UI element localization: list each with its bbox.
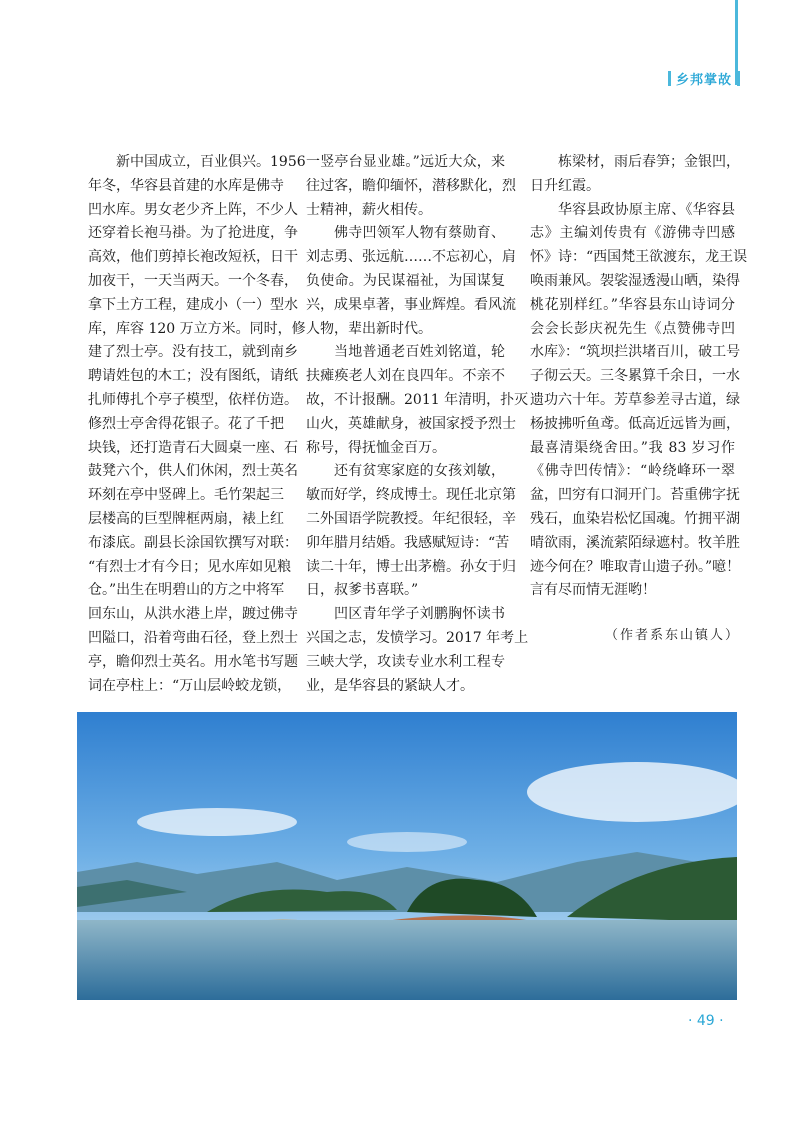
text-line: 山火，英雄献身，被国家授予烈士 [306,415,516,432]
text-line: 凹区青年学子刘鹏胸怀读书 [334,606,505,623]
text-line: 凹隘口，沿着弯曲石径，登上烈士 [88,629,298,646]
text-line: 敏而好学，终成博士。现任北京第 [306,487,516,504]
text-line: 年冬，华容县首建的水库是佛寺 [88,177,284,194]
text-line: 晴欲雨，溪流萦陌绿遮村。牧羊胜 [530,534,740,551]
text-line: 子彻云天。三冬累算千余日，一水 [530,368,740,385]
text-line: 还有贫寒家庭的女孩刘敏， [334,463,505,480]
text-line: 人物，辈出新时代。 [306,320,432,337]
text-line: 凹水库。男女老少齐上阵，不少人 [88,201,298,218]
text-line: 读二十年，博士出茅檐。孙女于归 [306,558,516,575]
text-line: 华容县政协原主席、《华容县 [558,201,735,218]
text-line: 布漆底。副县长涂国钦撰写对联： [88,534,298,551]
text-line: 修烈士亭舍得花银子。花了千把 [88,415,284,432]
text-line: 二外国语学院教授。年纪很轻，辛 [306,510,516,527]
text-line: 佛寺凹领军人物有蔡勋育、 [334,225,505,242]
text-column-3 [530,151,748,603]
text-line: 会会长彭庆祝先生《点赞佛寺凹 [530,320,735,337]
text-line: “有烈士才有今日；见水库如见粮 [88,558,292,575]
text-line: 环刻在亭中竖碑上。毛竹架起三 [88,487,284,504]
text-line: 唤雨兼风。袈裟湿透漫山晒，染得 [530,272,740,289]
text-line: 士精神，薪火相传。 [306,201,432,218]
text-line: 高效，他们剪掉长袍改短袄，日干 [88,249,298,266]
text-line: 还穿着长袍马褂。为了抢进度，争 [88,225,298,242]
text-line: 扎师傅扎个亭子模型，依样仿造。 [88,391,298,408]
text-line: 杨披拂听鱼鸢。低高近远皆为画， [530,415,740,432]
text-line: 亭，瞻仰烈士英名。用水笔书写题 [88,653,298,670]
lake-landscape-photo [77,712,737,1000]
text-line: 志》主编刘传贵有《游佛寺凹感 [530,225,735,242]
section-title: 乡邦掌故 [676,72,733,88]
text-line: 块钱，还打造青石大圆桌一座、石 [88,439,298,456]
section-marker [737,71,740,86]
text-line: 三峡大学，攻读专业水利工程专 [306,653,505,670]
text-line: 兴国之志，发愤学习。2017 年考上 [306,629,529,646]
text-line: 水库》：“筑坝拦洪堵百川，破工号 [530,344,741,361]
text-line: 建了烈士亭。没有技工，就到南乡 [88,344,298,361]
text-line: 称号，得抚恤金百万。 [306,439,446,456]
text-line: 负使命。为民谋福祉，为国谋复 [306,272,505,289]
text-line: 层楼高的巨型牌框两扇，裱上红 [88,510,284,527]
text-line: 卯年腊月结婚。我感赋短诗：“苦 [306,534,510,551]
text-line: 残石，血染岩松忆国魂。竹拥平湖 [530,510,740,527]
text-line: 日，叔爹书喜联。” [306,582,419,599]
text-line: 怀》诗：“西国梵王欲渡东，龙王误 [530,249,748,266]
page-number: · 49 · [688,1013,724,1029]
section-marker [668,71,671,86]
text-line: 业，是华容县的紧缺人才。 [306,677,474,694]
text-line: 聘请姓包的木工；没有图纸，请纸 [88,368,298,385]
text-line: 回东山，从洪水港上岸，踱过佛寺 [88,606,298,623]
text-line: 迹今何在？唯取青山遗子孙。”噫！ [530,558,741,575]
text-line: 扶瘫痪老人刘在良四年。不亲不 [306,368,505,385]
text-line: 言有尽而情无涯哟！ [530,582,656,599]
text-line: 兴，成果卓著，事业辉煌。看风流 [306,296,516,313]
text-line: 日升红霞。 [530,177,600,194]
text-line: 最喜清渠绕舍田。”我 83 岁习作 [530,439,735,456]
text-column-2 [306,151,529,698]
text-line: 词在亭柱上：“万山层岭蛟龙锁， [88,677,292,694]
text-line: 拿下土方工程，建成小（一）型水 [88,296,298,313]
text-line: 故，不计报酬。2011 年清明，扑灭 [306,391,529,408]
text-line: 新中国成立，百业俱兴。1956 [116,154,306,170]
text-line: 库，库容 120 万立方米。同时，修 [88,320,306,337]
text-line: 一竖亭台显业雄。”远近大众，来 [306,154,505,170]
author-note: （作者系东山镇人） [605,628,741,643]
section-header [668,68,740,88]
text-line: 刘志勇、张远航……不忘初心，肩 [306,249,516,266]
text-column-1 [88,151,306,698]
text-line: 鼓凳六个，供人们休闲，烈士英名 [88,463,298,480]
text-line: 桃花别样红。”华容县东山诗词分 [530,296,735,313]
text-line: 《佛寺凹传情》：“岭绕峰环一翠 [530,463,735,480]
text-line: 当地普通老百姓刘铭道，轮 [334,344,505,361]
text-line: 遗功六十年。芳草参差寻古道，绿 [530,391,740,408]
text-line: 仓。”出生在明碧山的方之中将军 [88,582,285,599]
text-line: 往过客，瞻仰缅怀，潜移默化，烈 [306,177,516,194]
text-line: 加夜干，一天当两天。一个冬春， [88,272,298,289]
text-line: 盆，凹穷有口洞开门。苔重佛字抚 [530,487,740,504]
text-line: 栋梁材，雨后春笋；金银凹， [558,154,740,170]
